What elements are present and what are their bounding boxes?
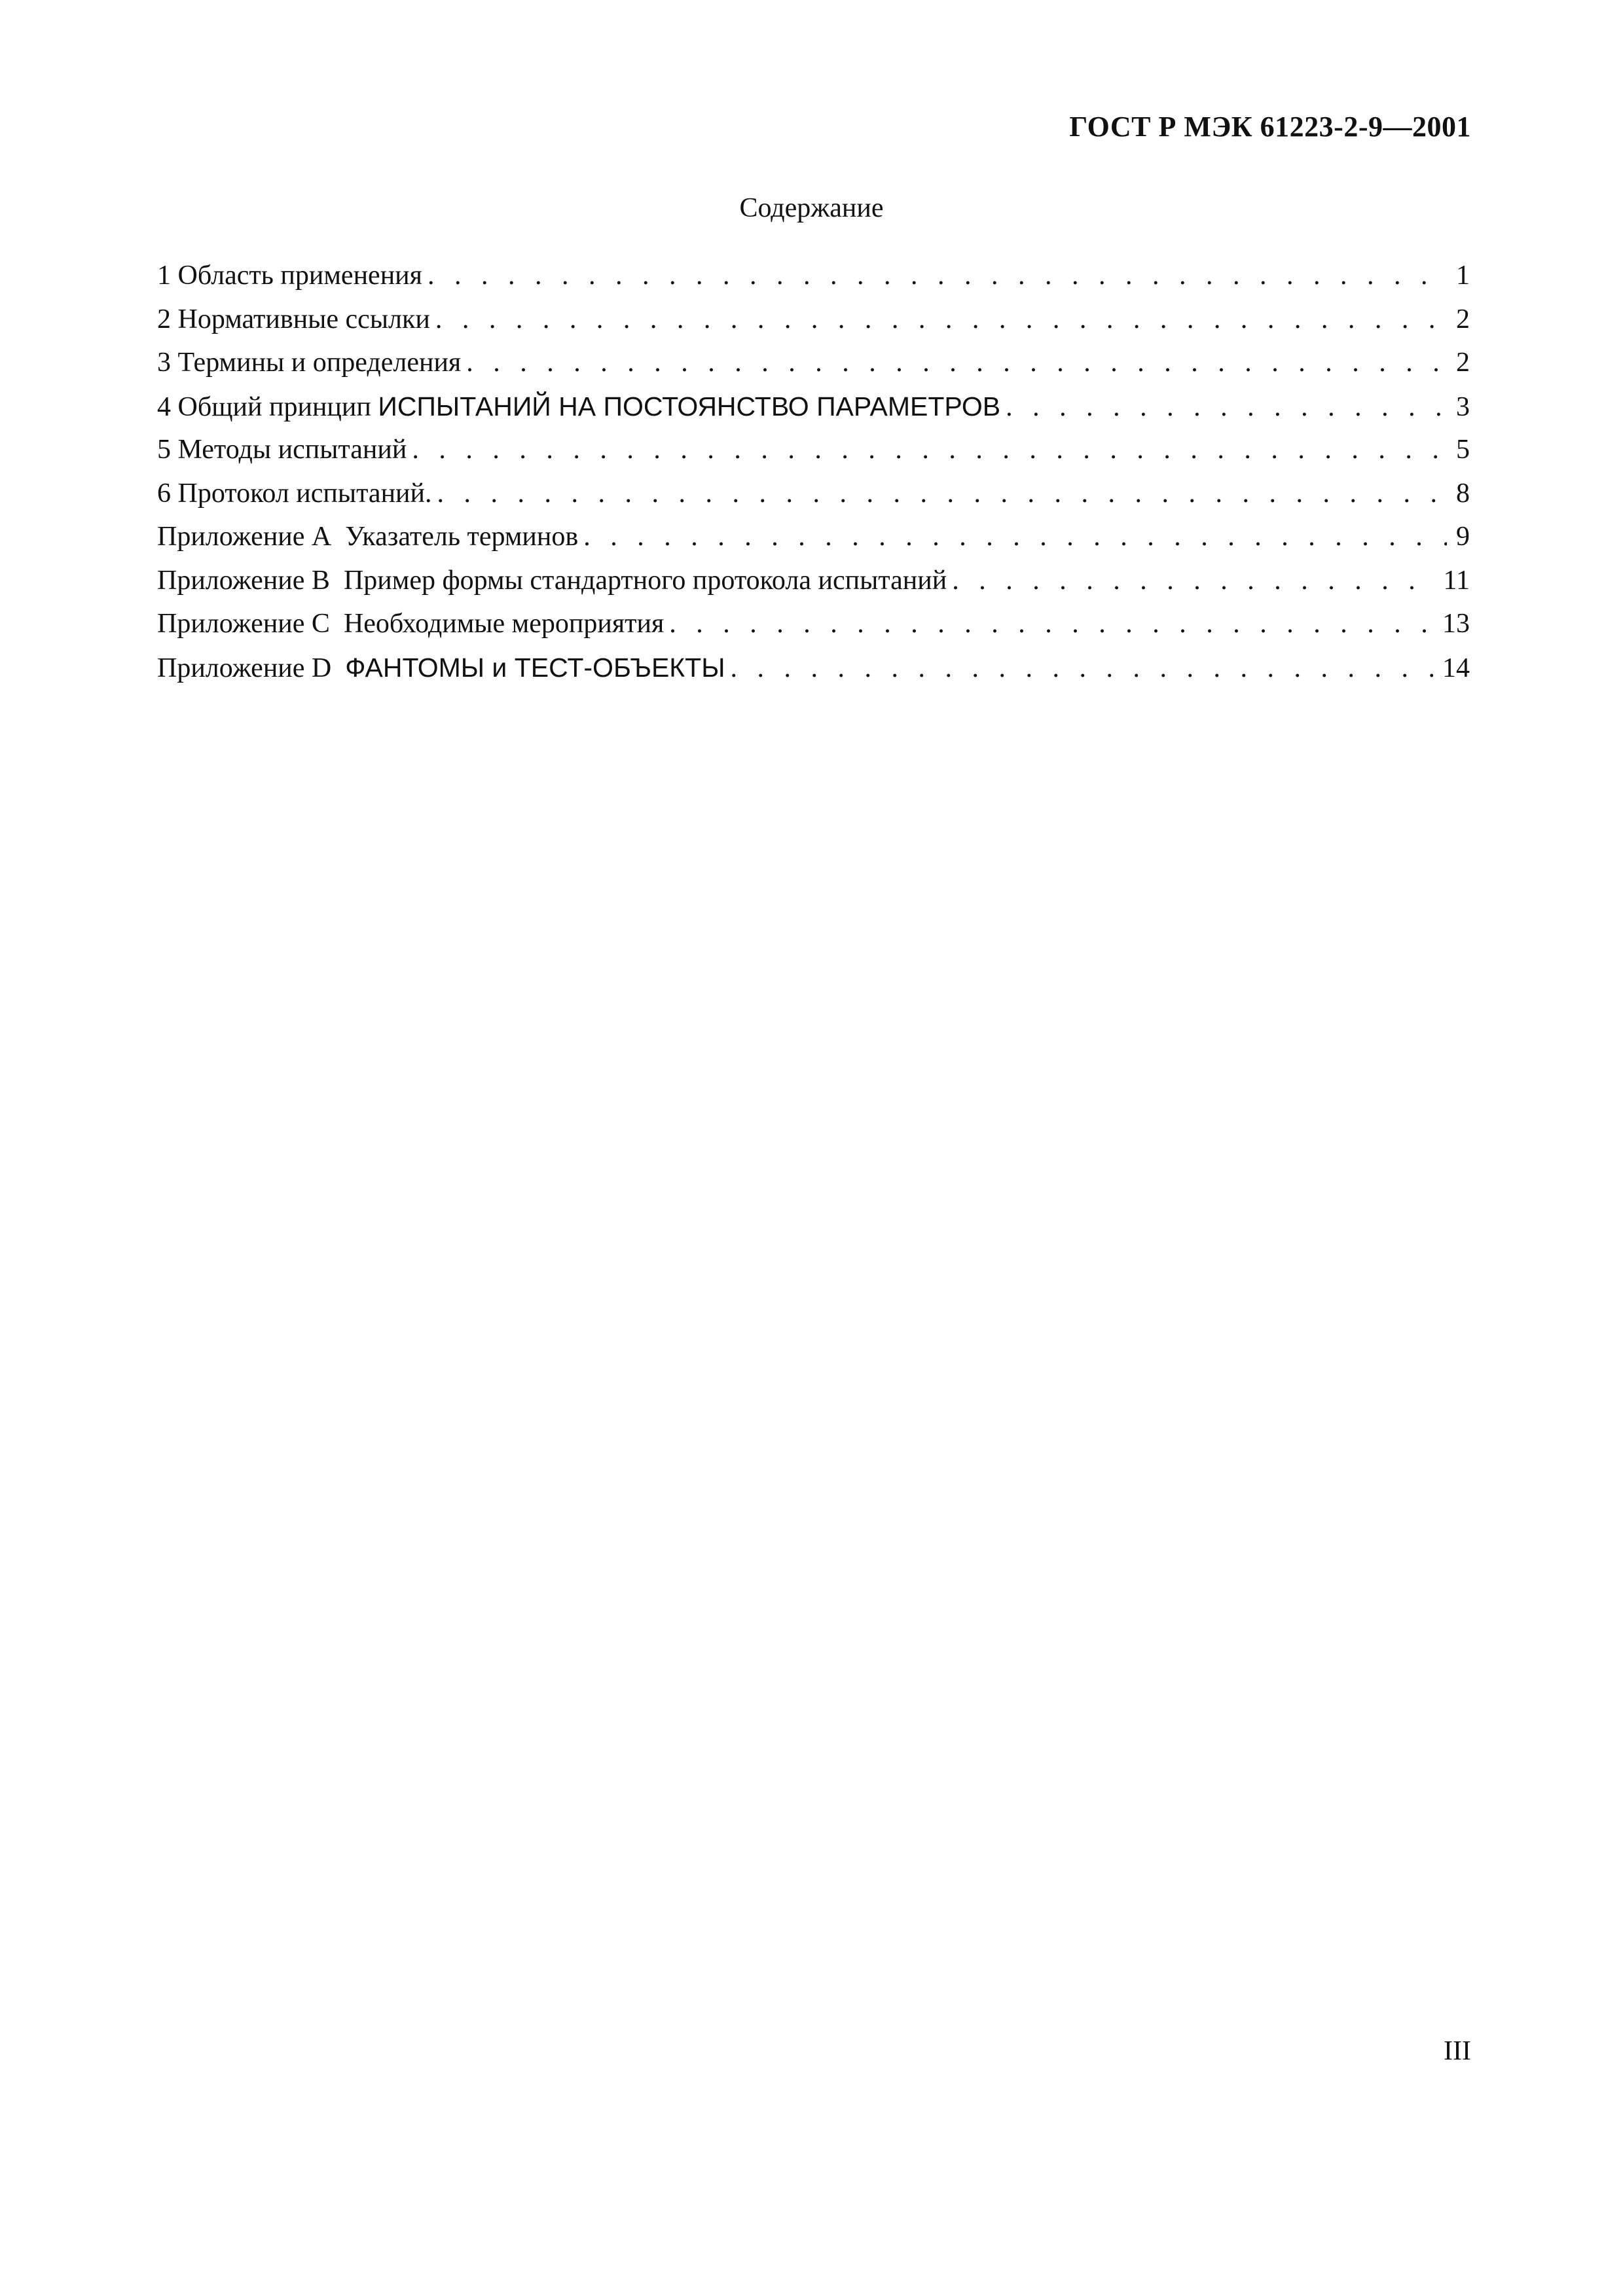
toc-entry-label: Протокол испытаний.	[177, 478, 432, 509]
toc-title: Содержание	[739, 193, 884, 223]
toc-entry-label: Указатель терминов	[345, 522, 579, 552]
toc-entry-label: Необходимые мероприятия	[343, 609, 665, 639]
toc-dot-leader	[731, 647, 1433, 691]
toc-entry-page: 2	[1456, 304, 1470, 334]
toc-entry-number: 1	[157, 260, 171, 291]
toc-entry-annex-a[interactable]	[157, 515, 1470, 559]
toc-entry-page: 3	[1456, 391, 1470, 422]
toc-dot-leader	[466, 341, 1447, 385]
toc-entry-page: 9	[1456, 522, 1470, 552]
toc-entry-page: 1	[1456, 260, 1470, 291]
toc-entry-2[interactable]	[157, 298, 1470, 342]
toc-entry-label: Пример формы стандартного протокола испытаний	[343, 565, 947, 596]
toc-entry-number: Приложение D	[157, 653, 332, 683]
toc-entry-page: 11	[1443, 565, 1470, 596]
toc-entry-page: 2	[1456, 348, 1470, 378]
toc-entry-number: Приложение А	[157, 522, 332, 552]
toc-dot-leader	[1006, 386, 1447, 429]
toc-entry-1[interactable]	[157, 254, 1470, 298]
toc-entry-number: 3	[157, 348, 171, 378]
toc-entry-number: Приложение С	[157, 609, 330, 639]
toc-entry-page: 13	[1442, 609, 1470, 639]
toc-entry-annex-b[interactable]	[157, 559, 1470, 603]
toc-entry-label: Общий принцип ИСПЫТАНИЙ НА ПОСТОЯНСТВО ПАРАМЕТРОВ	[177, 391, 1001, 422]
page-number: III	[1444, 2036, 1471, 2066]
toc-entry-number: Приложение В	[157, 565, 330, 596]
toc-entry-page: 14	[1442, 653, 1470, 683]
toc-dot-leader	[428, 254, 1447, 298]
toc-entry-5[interactable]	[157, 428, 1470, 472]
toc-entry-number: 6	[157, 478, 171, 509]
toc-entry-number: 4	[157, 391, 171, 422]
toc-entry-6[interactable]	[157, 472, 1470, 516]
toc-entry-label: Нормативные ссылки	[177, 304, 430, 334]
toc-entry-3[interactable]	[157, 341, 1470, 385]
toc-entry-page: 8	[1456, 478, 1470, 509]
toc-dot-leader	[669, 602, 1433, 646]
toc-dot-leader	[952, 559, 1434, 603]
toc-dot-leader	[412, 428, 1447, 472]
table-of-contents	[157, 254, 1470, 689]
toc-entry-page: 5	[1456, 435, 1470, 465]
document-header-code: ГОСТ Р МЭК 61223-2-9—2001	[1069, 111, 1471, 143]
toc-dot-leader	[583, 515, 1447, 559]
toc-entry-label: Термины и определения	[177, 348, 462, 378]
toc-entry-label: Методы испытаний	[177, 435, 407, 465]
toc-entry-label: Область применения	[177, 260, 422, 291]
toc-entry-number: 2	[157, 304, 171, 334]
toc-entry-annex-d[interactable]	[157, 646, 1470, 690]
toc-entry-4[interactable]	[157, 385, 1470, 429]
toc-dot-leader	[437, 472, 1447, 516]
toc-entry-number: 5	[157, 435, 171, 465]
toc-entry-annex-c[interactable]	[157, 602, 1470, 646]
toc-entry-label: ФАНТОМЫ и ТЕСТ-ОБЪЕКТЫ	[345, 652, 725, 683]
toc-dot-leader	[435, 298, 1447, 342]
